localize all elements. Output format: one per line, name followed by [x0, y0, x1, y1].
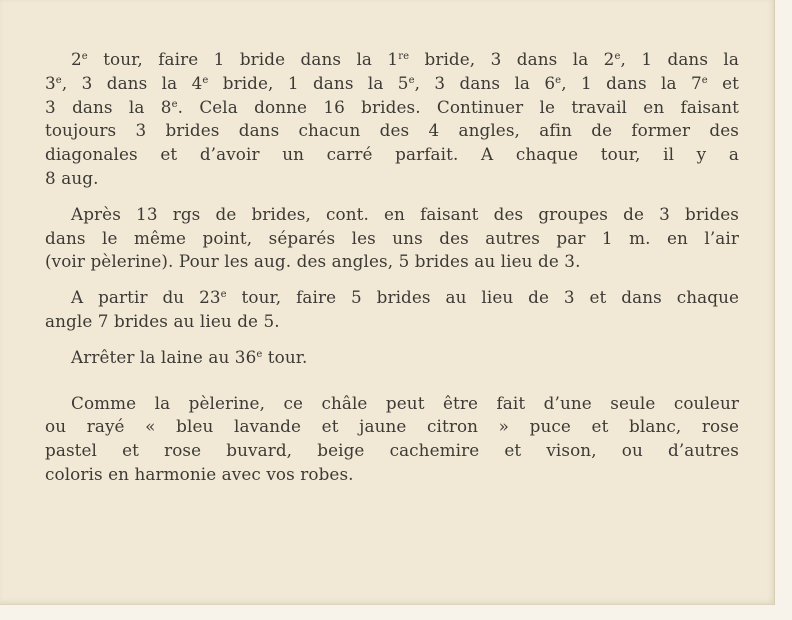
text-run: 3 dans la 8	[45, 96, 172, 117]
text-run: tour.	[262, 346, 308, 367]
superscript-run: e	[555, 74, 562, 86]
text-line	[45, 167, 739, 191]
text-run: . Cela donne 16 brides. Continuer le travail en faisant	[177, 96, 739, 117]
text-line	[45, 250, 739, 274]
superscript-run: e	[202, 74, 209, 86]
superscript-run: e	[408, 74, 415, 86]
text-line	[45, 143, 739, 167]
text-run: , 1 dans la	[620, 49, 739, 69]
text-line	[45, 439, 739, 463]
text-run: et	[707, 72, 740, 93]
text-run: , 3 dans la 6	[414, 72, 556, 93]
text-run: coloris en harmonie avec vos robes.	[45, 463, 354, 484]
text-line	[45, 203, 739, 227]
text-run: dans le même point, séparés les uns des autres par 1 m. en l’air	[45, 227, 739, 248]
text-run: Après 13 rgs de brides, cont. en faisant des groupes de 3 brides	[71, 203, 739, 224]
superscript-run: e	[701, 74, 708, 86]
text-run: Arrêter la laine au 36	[71, 346, 257, 367]
text-line	[45, 346, 739, 370]
superscript-run: e	[256, 348, 263, 360]
text-line	[45, 392, 739, 416]
text-run: bride, 1 dans la 5	[208, 72, 409, 93]
superscript-run: e	[171, 98, 178, 110]
text-run: toujours 3 brides dans chacun des 4 angles, afin de former des	[45, 120, 739, 141]
paragraph-stop-yarn	[45, 346, 739, 370]
paragraph-round-two	[45, 48, 739, 191]
text-run: (voir pèlerine). Pour les aug. des angles, 5 brides au lieu de 3.	[45, 251, 581, 272]
paragraph-from-23rd-round	[45, 286, 739, 334]
superscript-run: e	[614, 51, 621, 62]
text-run: ou rayé « bleu lavande et jaune citron » puce et blanc, rose	[45, 416, 739, 437]
text-run: pastel et rose buvard, beige cachemire et vison, ou d’autres	[45, 440, 739, 461]
superscript-run: re	[398, 51, 410, 62]
text-line	[45, 119, 739, 143]
text-run: A partir du 23	[71, 287, 221, 308]
text-run: diagonales et d’avoir un carré parfait. A chaque tour, il y a	[45, 144, 739, 165]
paragraph-colour-suggestions	[45, 392, 739, 487]
text-run: , 3 dans la 4	[61, 72, 203, 93]
text-line	[45, 227, 739, 251]
text-line	[45, 72, 739, 96]
text-run: angle 7 brides au lieu de 5.	[45, 310, 280, 331]
text-line	[45, 310, 739, 334]
text-run: , 1 dans la 7	[561, 72, 702, 93]
paragraph-after-13-rows	[45, 203, 739, 274]
text-run: 8 aug.	[45, 167, 99, 188]
superscript-run: e	[55, 74, 62, 86]
text-run: bride, 3 dans la 2	[409, 49, 615, 69]
text-line	[45, 415, 739, 439]
text-run: 3	[45, 72, 56, 93]
superscript-run: e	[220, 289, 227, 301]
text-run: Comme la pèlerine, ce châle peut être fait d’une seule couleur	[71, 392, 739, 413]
text-run: tour, faire 1 bride dans la 1	[87, 49, 399, 69]
text-line	[45, 286, 739, 310]
article-text	[45, 48, 739, 499]
superscript-run: e	[81, 51, 88, 62]
text-run: tour, faire 5 brides au lieu de 3 et dans chaque	[226, 287, 740, 308]
text-line	[45, 463, 739, 487]
text-run: 2	[71, 49, 82, 69]
text-line	[45, 96, 739, 120]
text-line	[45, 48, 739, 72]
